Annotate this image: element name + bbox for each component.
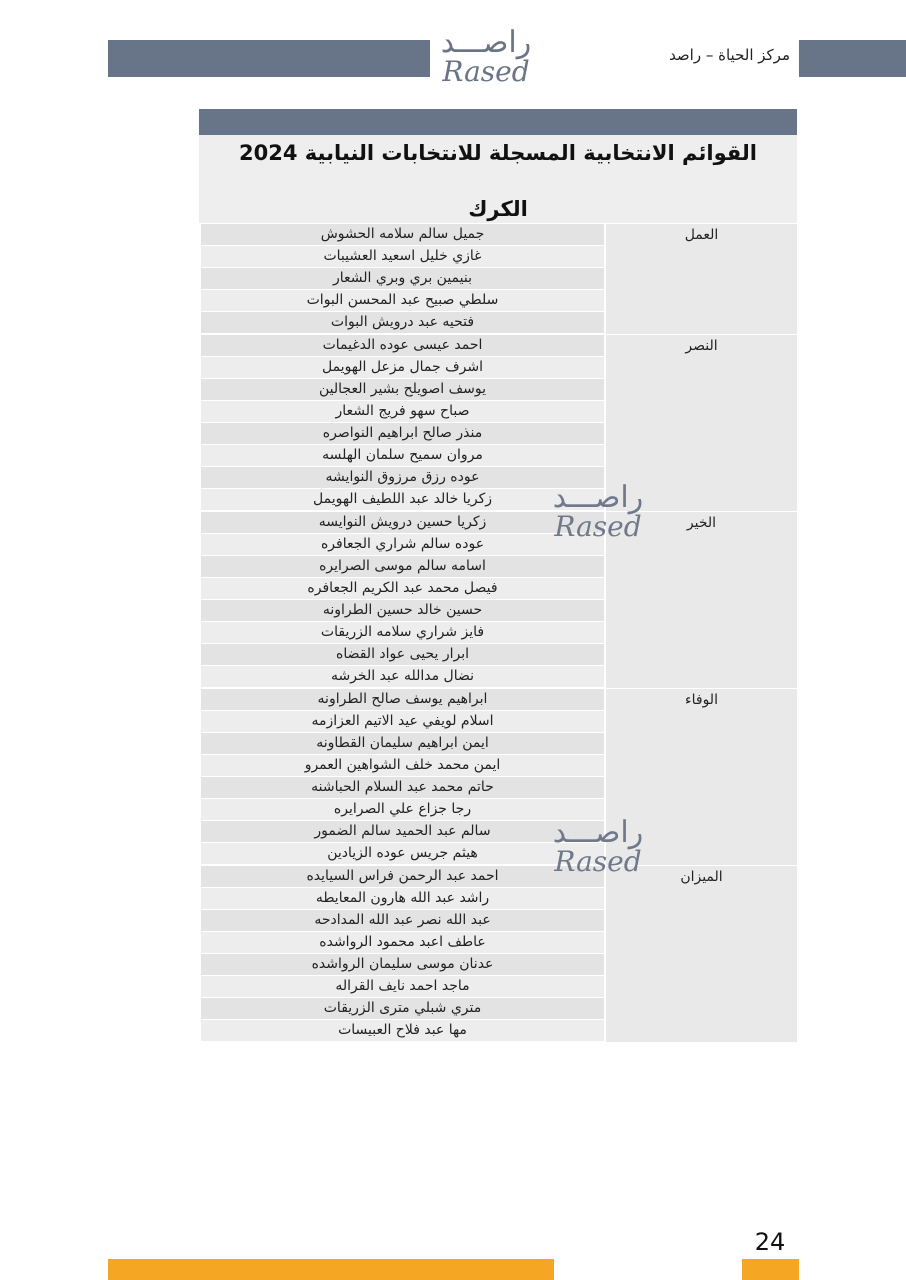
- candidate-row: يوسف اصويلح بشير العجالين: [201, 379, 604, 401]
- document-title: القوائم الانتخابية المسجلة للانتخابات النيابية 2024: [239, 141, 757, 165]
- table-top-bar: [199, 109, 797, 135]
- candidate-row: ماجد احمد نايف القراله: [201, 976, 604, 998]
- candidate-row: غازي خليل اسعيد العشيبات: [201, 246, 604, 268]
- watermark-english: Rased: [554, 510, 642, 543]
- candidate-list: [201, 335, 604, 511]
- candidate-row: هيثم جريس عوده الزيادين: [201, 843, 604, 865]
- watermark-english: Rased: [554, 845, 642, 878]
- candidate-row: حسين خالد حسين الطراونه: [201, 600, 604, 622]
- list-name: الخير: [604, 512, 797, 688]
- header-bar-right: [799, 40, 906, 77]
- watermark-arabic: راصـــد: [552, 480, 644, 515]
- candidate-row: سالم عبد الحميد سالم الضمور: [201, 821, 604, 843]
- candidate-row: جميل سالم سلامه الحشوش: [201, 224, 604, 246]
- candidate-row: صباح سهو فريج الشعار: [201, 401, 604, 423]
- list-group: [199, 865, 797, 1042]
- list-name: العمل: [604, 224, 797, 334]
- candidate-row: نضال مدالله عبد الخرشه: [201, 666, 604, 688]
- candidate-row: ابرار يحيى عواد القضاه: [201, 644, 604, 666]
- candidate-row: مها عبد فلاح العبيسات: [201, 1020, 604, 1042]
- org-name: مركز الحياة – راصد: [669, 46, 790, 64]
- rased-logo: [436, 25, 536, 88]
- header-bar-left: [108, 40, 430, 77]
- candidate-row: بنيمين بري وبري الشعار: [201, 268, 604, 290]
- list-group: [199, 223, 797, 334]
- candidate-row: اسامه سالم موسى الصرايره: [201, 556, 604, 578]
- candidate-row: عدنان موسى سليمان الرواشده: [201, 954, 604, 976]
- list-name: الوفاء: [604, 689, 797, 865]
- candidate-row: فيصل محمد عبد الكريم الجعافره: [201, 578, 604, 600]
- candidate-row: عوده رزق مرزوق النوايشه: [201, 467, 604, 489]
- candidate-row: عوده سالم شراري الجعافره: [201, 534, 604, 556]
- list-group: [199, 334, 797, 515]
- candidate-row: مروان سميح سلمان الهلسه: [201, 445, 604, 467]
- candidate-row: منذر صالح ابراهيم النواصره: [201, 423, 604, 445]
- candidate-row: اسلام لويفي عيد الاتيم العزازمه: [201, 711, 604, 733]
- candidate-row: حاتم محمد عبد السلام الحباشنه: [201, 777, 604, 799]
- list-group: [199, 688, 797, 865]
- candidate-row: عبد الله نصر عبد الله المدادحه: [201, 910, 604, 932]
- candidate-row: فتحيه عبد درويش البوات: [201, 312, 604, 334]
- footer-bar-left: [108, 1259, 554, 1280]
- candidate-row: متري شبلي مترى الزريقات: [201, 998, 604, 1020]
- candidate-row: راشد عبد الله هارون المعايطه: [201, 888, 604, 910]
- logo-english: Rased: [442, 55, 530, 88]
- candidate-row: احمد عيسى عوده الدغيمات: [201, 335, 604, 357]
- candidate-row: رجا جزاع علي الصرايره: [201, 799, 604, 821]
- watermark-logo: [548, 480, 648, 543]
- candidate-row: احمد عبد الرحمن فراس السيايده: [201, 866, 604, 888]
- candidate-list: [201, 866, 604, 1042]
- candidate-list: [201, 512, 604, 688]
- district-title: الكرك: [468, 197, 528, 221]
- watermark-arabic: راصـــد: [552, 815, 644, 850]
- candidate-row: سلطي صبيح عبد المحسن البوات: [201, 290, 604, 312]
- list-groups: [199, 223, 797, 1042]
- logo-arabic: راصـــد: [440, 25, 532, 60]
- footer-bar-right: [742, 1259, 799, 1280]
- table-title-block: [199, 135, 797, 223]
- candidate-row: فايز شراري سلامه الزريقات: [201, 622, 604, 644]
- candidates-table: [199, 109, 797, 1042]
- candidate-row: ابراهيم يوسف صالح الطراونه: [201, 689, 604, 711]
- candidate-list: [201, 689, 604, 865]
- page-number: 24: [754, 1228, 786, 1256]
- candidate-row: اشرف جمال مزعل الهويمل: [201, 357, 604, 379]
- candidate-row: زكريا خالد عبد اللطيف الهويمل: [201, 489, 604, 511]
- list-group: [199, 511, 797, 688]
- candidate-row: ايمن محمد خلف الشواهين العمرو: [201, 755, 604, 777]
- list-name: النصر: [604, 335, 797, 511]
- candidate-row: ايمن ابراهيم سليمان القطاونه: [201, 733, 604, 755]
- candidate-row: زكريا حسين درويش النوايسه: [201, 512, 604, 534]
- watermark-logo: [548, 815, 648, 878]
- candidate-row: عاطف اعبد محمود الرواشده: [201, 932, 604, 954]
- list-name: الميزان: [604, 866, 797, 1042]
- candidate-list: [201, 224, 604, 334]
